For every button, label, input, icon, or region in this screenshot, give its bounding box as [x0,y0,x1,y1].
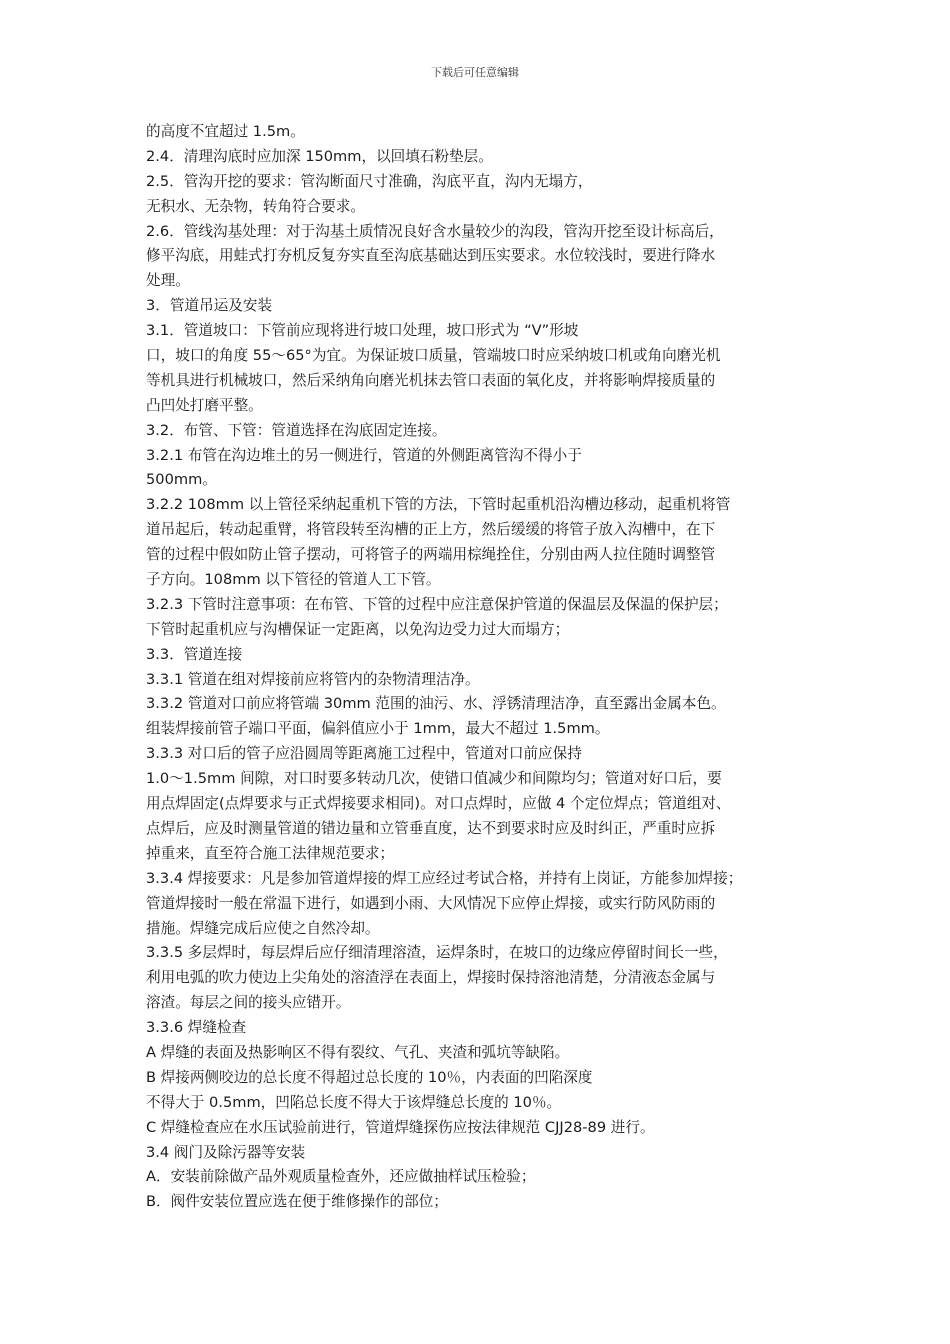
text-line: 3.3.3 对口后的管子应沿圆周等距离施工过程中，管道对口前应保持 [146,745,582,763]
text-line: 措施。焊缝完成后应使之自然冷却。 [146,919,380,937]
text-line: 利用电弧的吹力使边上尖角处的溶渣浮在表面上，焊接时保持溶池清楚，分清液态金属与 [146,969,716,987]
text-line: 1.0～1.5mm 间隙，对口时要多转动几次，使错口值减少和间隙均匀；管道对好口后，要 [146,770,722,788]
text-line: 3.3.2 管道对口前应将管端 30mm 范围的油污、水、浮锈清理洁净，直至露出金属本色。 [146,695,726,713]
text-line: 管的过程中假如防止管子摆动，可将管子的两端用棕绳拴住，分别由两人拉住随时调整管 [146,546,716,564]
text-line: 3.2.1 布管在沟边堆土的另一侧进行，管道的外侧距离管沟不得小于 [146,446,582,464]
section-heading: 3．管道吊运及安装 [146,297,273,315]
text-line: 子方向。108mm 以下管径的管道人工下管。 [146,571,441,589]
document-body [146,120,826,1215]
text-line: 2.5．管沟开挖的要求：管沟断面尺寸准确，沟底平直，沟内无塌方， [146,172,593,190]
text-line: 3.2.2 108mm 以上管径采纳起重机下管的方法，下管时起重机沿沟槽边移动，起重机将管 [146,496,731,514]
text-line: 凸凹处打磨平整。 [146,396,263,414]
text-line: 修平沟底，用蛙式打夯机反复夯实直至沟底基础达到压实要求。水位较浅时，要进行降水 [146,247,716,265]
text-line: 用点焊固定(点焊要求与正式焊接要求相同)。对口点焊时，应做 4 个定位焊点；管道组对、 [146,795,731,813]
page-header: 下载后可任意编辑 [431,66,519,79]
text-line: 3.3.1 管道在组对焊接前应将管内的杂物清理洁净。 [146,670,480,688]
text-line: 2.4．清理沟底时应加深 150mm，以回填石粉垫层。 [146,147,493,165]
text-line: 掉重来，直至符合施工法律规范要求； [146,844,395,862]
text-line: 处理。 [146,272,190,290]
text-line: 口，坡口的角度 55～65°为宜。为保证坡口质量，管端坡口时应采纳坡口机或角向磨光机 [146,347,721,365]
section-heading: 3.3.6 焊缝检查 [146,1019,247,1037]
section-heading: 3.3．管道连接 [146,645,243,663]
text-line: 3.2．布管、下管：管道选择在沟底固定连接。 [146,421,447,439]
text-line: 的高度不宜超过 1.5m。 [146,123,305,140]
text-line: 3.3.5 多层焊时，每层焊后应仔细清理溶渣，运焊条时，在坡口的边缘应停留时间长一些， [146,944,728,962]
text-line: 点焊后，应及时测量管道的错边量和立管垂直度，达不到要求时应及时纠正，严重时应拆 [146,819,716,837]
text-line: 组装焊接前管子端口平面，偏斜值应小于 1mm，最大不超过 1.5mm。 [146,720,610,738]
text-line: 无积水、无杂物，转角符合要求。 [146,197,365,215]
text-line: 500mm。 [146,471,217,489]
text-line: 不得大于 0.5mm，凹陷总长度不得大于该焊缝总长度的 10％。 [146,1093,562,1111]
text-line: 溶渣。每层之间的接头应错开。 [146,994,351,1012]
text-line: 3.1．管道坡口：下管前应现将进行坡口处理，坡口形式为 “V”形坡 [146,322,579,340]
text-line: B 焊接两侧咬边的总长度不得超过总长度的 10％，内表面的凹陷深度 [146,1068,593,1086]
text-line: 管道焊接时一般在常温下进行，如遇到小雨、大风情况下应停止焊接，或实行防风防雨的 [146,894,716,912]
text-line: 等机具进行机械坡口，然后采纳角向磨光机抹去管口表面的氧化皮，并将影响焊接质量的 [146,371,716,389]
text-line: 下管时起重机应与沟槽保证一定距离，以免沟边受力过大而塌方； [146,620,570,638]
text-line: 2.6．管线沟基处理：对于沟基土质情况良好含水量较少的沟段，管沟开挖至设计标高后， [146,222,724,240]
text-line: 3.2.3 下管时注意事项：在布管、下管的过程中应注意保护管道的保温层及保温的保护层； [146,595,728,613]
section-heading: 3.4 阀门及除污器等安装 [146,1143,306,1161]
text-line: 道吊起后，转动起重臂，将管段转至沟槽的正上方，然后缓缓的将管子放入沟槽中，在下 [146,521,716,539]
text-line: 3.3.4 焊接要求：凡是参加管道焊接的焊工应经过考试合格，并持有上岗证，方能参加焊接； [146,869,743,887]
text-line: B．阀件安装位置应选在便于维修操作的部位； [146,1193,448,1211]
text-line: A．安装前除做产品外观质量检查外，还应做抽样试压检验； [146,1168,536,1186]
text-line: A 焊缝的表面及热影响区不得有裂纹、气孔、夹渣和弧坑等缺陷。 [146,1043,570,1061]
text-line: C 焊缝检查应在水压试验前进行，管道焊缝探伤应按法律规范 CJJ28-89 进行。 [146,1118,655,1136]
